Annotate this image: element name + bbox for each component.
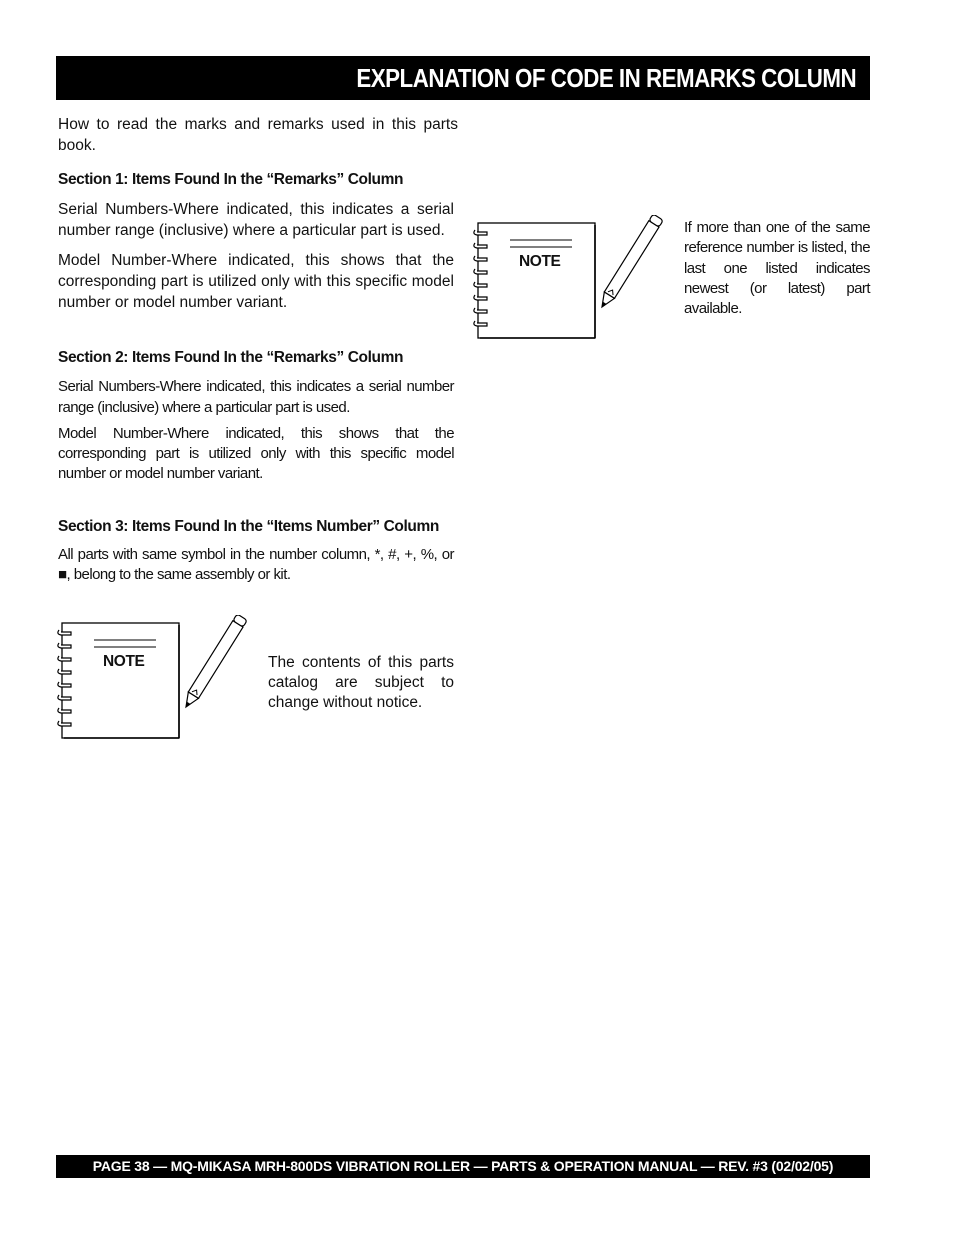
section3-assembly-symbols: All parts with same symbol in the number column, *, #, +, %, or ■, belong to the same assembly or kit.: [58, 546, 454, 583]
note2-text: The contents of this parts catalog are subject to change without notice.: [268, 654, 454, 711]
intro-text: How to read the marks and remarks used in this parts book.: [58, 116, 458, 154]
notepad-pencil-icon: [54, 615, 254, 743]
page-footer: PAGE 38 — MQ-MIKASA MRH-800DS VIBRATION ROLLER — PARTS & OPERATION MANUAL — REV. #3 (02/02/05): [56, 1155, 870, 1178]
notepad-pencil-icon: [470, 215, 670, 343]
page-title-text: EXPLANATION OF CODE IN REMARKS COLUMN: [356, 63, 856, 93]
section1-model-number: Model Number-Where indicated, this shows that the corresponding part is utilized only with this specific model number or model number variant.: [58, 252, 454, 311]
section2-model-number: Model Number-Where indicated, this shows that the corresponding part is utilized only with this specific model number or model number variant.: [58, 425, 454, 482]
section1-serial-numbers: Serial Numbers-Where indicated, this indicates a serial number range (inclusive) where a particular part is used.: [58, 201, 454, 239]
note1-label: NOTE: [519, 253, 561, 270]
note1-text: If more than one of the same reference number is listed, the last one listed indicates newest (or latest) part available.: [684, 219, 870, 318]
page-title: [56, 56, 870, 100]
section2-heading: Section 2: Items Found In the “Remarks” Column: [58, 349, 404, 366]
section1-heading: Section 1: Items Found In the “Remarks” Column: [58, 171, 404, 188]
note2-label: NOTE: [103, 653, 145, 670]
section2-serial-numbers: Serial Numbers-Where indicated, this indicates a serial number range (inclusive) where a particular part is used.: [58, 378, 454, 416]
section3-heading: Section 3: Items Found In the “Items Number” Column: [58, 518, 439, 535]
